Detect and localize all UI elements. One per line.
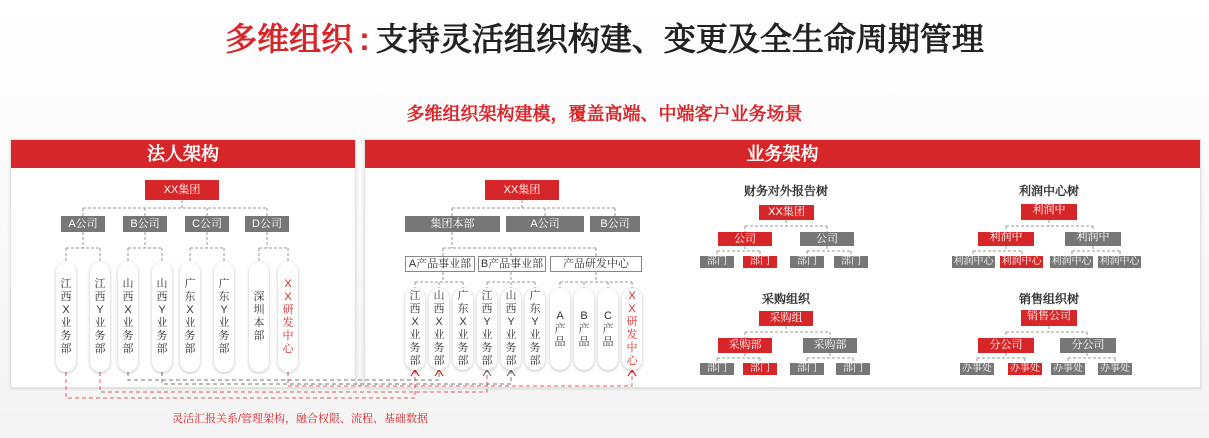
title-colon: : [359, 21, 370, 57]
purchase-root-node: 采购组 [759, 311, 813, 326]
footnote-caption: 灵活汇报关系/管理架构，融合权限、流程、基础数据 [172, 413, 429, 425]
business-unit-node: 山西X业务部 [429, 288, 449, 370]
sales-root-node: 销售公司 [1021, 310, 1077, 326]
sales-leaf-node: 办事处 [1010, 363, 1040, 374]
business-unit-node: C产品 [598, 288, 618, 370]
finance-leaf-node: 部门 [700, 256, 734, 268]
purchase-leaf-node: 部门 [743, 363, 777, 375]
finance-mid-node: 公司 [800, 232, 854, 246]
legal-company-node: D公司 [245, 216, 289, 232]
sales-tree-title: 销售组织树 [1018, 292, 1079, 306]
profit-mid-node: 利润中 [978, 232, 1034, 246]
legal-root-node: XX集团 [145, 180, 219, 200]
purchase-mid-node: 采购部 [718, 338, 772, 353]
business-level2-node: B产品事业部 [478, 256, 546, 272]
purchase-leaf-node: 部门 [836, 363, 870, 375]
finance-leaf-node: 部门 [834, 256, 868, 268]
purchase-leaf-node: 部门 [790, 363, 824, 375]
profit-leaf-node: 利润中心 [1051, 256, 1092, 267]
page-subtitle: 多维组织架构建模，覆盖高端、中端客户业务场景 [406, 104, 803, 124]
legal-unit-node: 深圳本部 [249, 262, 269, 372]
profit-mid-node: 利润中 [1065, 232, 1121, 246]
sales-leaf-node: 办事处 [962, 363, 992, 374]
profit-leaf-node: 利润中心 [953, 256, 994, 267]
legal-unit-node: 广东X业务部 [180, 262, 200, 372]
purchase-leaf-node: 部门 [700, 363, 734, 375]
sales-mid-node: 分公司 [978, 338, 1034, 353]
profit-tree-title: 利润中心树 [1018, 184, 1079, 198]
business-unit-node: 广东X业务部 [453, 288, 473, 370]
business-level2-node: 产品研发中心 [550, 256, 642, 272]
business-unit-node: 广东Y业务部 [525, 288, 545, 370]
business-root-node: XX集团 [485, 180, 559, 200]
profit-leaf-node: 利润中心 [1001, 256, 1042, 267]
legal-unit-node: 江西Y业务部 [90, 262, 110, 372]
business-unit-node: 山西Y业务部 [501, 288, 521, 370]
sales-leaf-node: 办事处 [1053, 363, 1083, 374]
business-level1-node: A公司 [506, 216, 584, 232]
business-unit-node: B产品 [574, 288, 594, 370]
legal-unit-node: 江西X业务部 [56, 262, 76, 372]
business-level1-node: 集团本部 [405, 216, 500, 232]
business-level2-node: A产品事业部 [405, 256, 475, 272]
title-rest: 支持灵活组织构建、变更及全生命周期管理 [375, 21, 984, 57]
legal-unit-node: 广东Y业务部 [214, 262, 234, 372]
legal-unit-node: 山西Y业务部 [152, 262, 172, 372]
business-unit-node: 江西Y业务部 [477, 288, 497, 370]
title-highlight: 多维组织 [225, 21, 354, 57]
sales-mid-node: 分公司 [1060, 338, 1116, 353]
business-structure-header: 业务架构 [365, 140, 1200, 168]
finance-tree-title: 财务对外报告树 [743, 184, 828, 198]
legal-company-node: B公司 [123, 216, 167, 232]
purchase-tree-title: 采购组织 [761, 292, 810, 306]
sales-leaf-node: 办事处 [1100, 363, 1130, 374]
profit-leaf-node: 利润中心 [1099, 256, 1140, 267]
finance-mid-node: 公司 [718, 232, 772, 246]
legal-unit-node: XX研发中心 [278, 262, 298, 372]
business-unit-node: XX研发中心 [622, 288, 642, 370]
finance-leaf-node: 部门 [743, 256, 777, 268]
business-level1-node: B公司 [590, 216, 640, 232]
finance-leaf-node: 部门 [790, 256, 824, 268]
business-unit-node: 江西X业务部 [405, 288, 425, 370]
finance-root-node: XX集团 [759, 205, 814, 220]
legal-unit-node: 山西X业务部 [118, 262, 138, 372]
business-unit-node: A产品 [550, 288, 570, 370]
legal-company-node: C公司 [185, 216, 229, 232]
profit-root-node: 利润中 [1021, 204, 1077, 220]
legal-company-node: A公司 [61, 216, 105, 232]
legal-structure-header: 法人架构 [11, 140, 355, 168]
purchase-mid-node: 采购部 [803, 338, 857, 353]
